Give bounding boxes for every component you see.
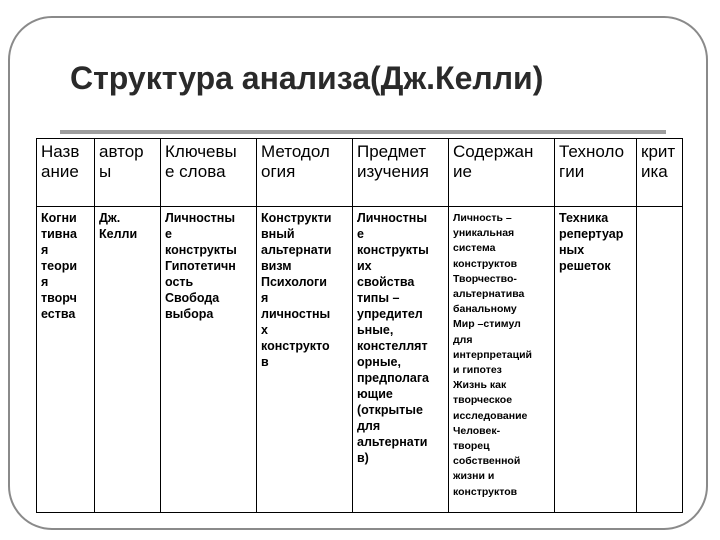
- cell-line: альтернати: [261, 243, 332, 257]
- header-row: [37, 139, 683, 207]
- header-cell-keywords: Ключевы е слова: [161, 139, 257, 207]
- cell-line: исследование: [453, 409, 528, 422]
- title-underline: [60, 130, 666, 134]
- cell-line: теори: [41, 259, 78, 273]
- header-cell-methodology: Методол огия: [257, 139, 353, 207]
- slide-title: Структура анализа(Дж.Келли): [70, 60, 544, 96]
- cell-line: творч: [41, 291, 77, 305]
- cell-line: я: [41, 243, 49, 257]
- cell-line: Человек-: [453, 424, 501, 437]
- cell-line: Творчество-: [453, 272, 517, 285]
- cell-line: творческое: [453, 394, 513, 407]
- header-cell-authors: автор ы: [95, 139, 161, 207]
- header-cell-technologies: Техноло гии: [555, 139, 637, 207]
- cell-line: Дж.: [99, 211, 121, 225]
- cell-line: Личностны: [357, 211, 428, 225]
- cell-criticism: [637, 207, 683, 513]
- cell-line: ющие: [357, 387, 393, 401]
- cell-line: система: [453, 242, 496, 255]
- cell-authors: [95, 207, 161, 513]
- cell-line: е: [165, 227, 172, 241]
- cell-line: конструктов: [453, 485, 518, 498]
- cell-line: в): [357, 451, 369, 465]
- cell-technologies: [555, 207, 637, 513]
- cell-subject: [353, 207, 449, 513]
- cell-line: е: [357, 227, 364, 241]
- header-cell-subject: Предмет изучения: [353, 139, 449, 207]
- cell-line: конструктов: [453, 257, 518, 270]
- cell-line: упредител: [357, 307, 423, 321]
- cell-line: Свобода: [165, 291, 220, 305]
- cell-line: альтернатива: [453, 288, 525, 301]
- header-cell-name: Назв ание: [37, 139, 95, 207]
- header-cell-content: Содержан ие: [449, 139, 555, 207]
- cell-line: (открытые: [357, 403, 423, 417]
- cell-line: вный: [261, 227, 295, 241]
- cell-line: Личность –: [453, 212, 512, 224]
- cell-name: [37, 207, 95, 513]
- cell-line: конструкто: [261, 339, 330, 353]
- cell-line: жизни и: [453, 470, 495, 483]
- cell-line: интерпретаций: [453, 348, 532, 361]
- cell-line: Гипотетичн: [165, 259, 236, 273]
- cell-line: решеток: [559, 259, 611, 273]
- cell-line: х: [261, 323, 268, 337]
- cell-line: констеллят: [357, 339, 428, 353]
- cell-line: я: [261, 291, 269, 305]
- cell-line: ных: [559, 243, 585, 257]
- cell-line: Личностны: [165, 211, 236, 225]
- cell-line: я: [41, 275, 49, 289]
- analysis-table: [36, 138, 683, 513]
- cell-line: Когни: [41, 211, 77, 225]
- cell-line: для: [453, 333, 473, 346]
- cell-line: Психологи: [261, 275, 327, 289]
- table-row: [37, 207, 683, 513]
- cell-line: личностны: [261, 307, 331, 321]
- cell-line: предполага: [357, 371, 429, 385]
- cell-line: в: [261, 355, 269, 369]
- cell-line: ьные,: [357, 323, 394, 337]
- cell-line: репертуар: [559, 227, 624, 241]
- cell-line: Техника: [559, 211, 609, 225]
- cell-line: Келли: [99, 227, 138, 241]
- cell-line: визм: [261, 259, 292, 273]
- cell-line: ость: [165, 275, 194, 289]
- header-cell-criticism: крит ика: [637, 139, 683, 207]
- cell-line: Конструкти: [261, 211, 332, 225]
- cell-line: типы –: [357, 291, 400, 305]
- cell-line: уникальная: [453, 227, 515, 240]
- cell-line: тивна: [41, 227, 77, 241]
- cell-line: творец: [453, 440, 490, 453]
- cell-line: альтернати: [357, 435, 428, 449]
- cell-line: банальному: [453, 303, 517, 316]
- cell-methodology: [257, 207, 353, 513]
- cell-line: конструкты: [357, 243, 429, 257]
- cell-line: Мир –стимул: [453, 318, 521, 331]
- cell-line: собственной: [453, 455, 521, 468]
- cell-line: свойства: [357, 275, 415, 289]
- cell-line: Жизнь как: [453, 379, 507, 392]
- cell-line: орные,: [357, 355, 401, 369]
- cell-line: и гипотез: [453, 364, 502, 377]
- cell-line: их: [357, 259, 372, 273]
- cell-line: выбора: [165, 307, 214, 321]
- cell-line: для: [357, 419, 381, 433]
- cell-line: ества: [41, 307, 76, 321]
- cell-keywords: [161, 207, 257, 513]
- cell-line: конструкты: [165, 243, 237, 257]
- cell-content: [449, 207, 555, 513]
